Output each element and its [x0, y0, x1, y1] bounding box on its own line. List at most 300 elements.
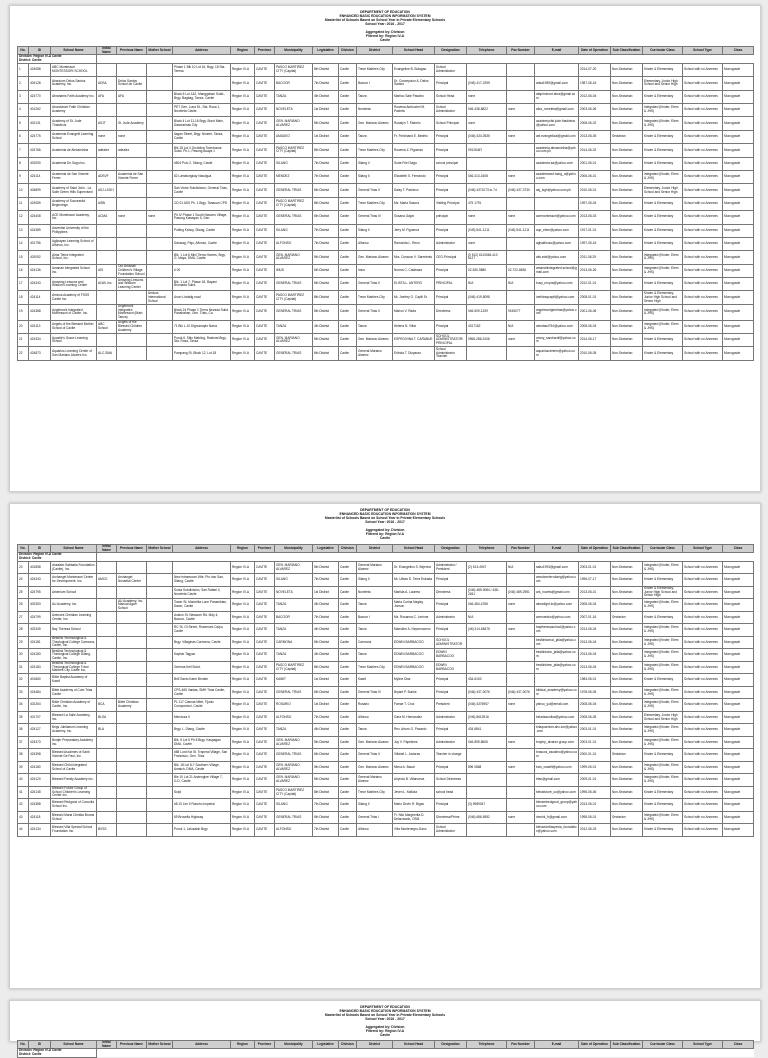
table-cell: Abundance Faith Christian Academy — [51, 103, 97, 116]
table-cell: Administrator — [435, 611, 467, 624]
table-cell: 22 — [18, 347, 29, 360]
table-cell: Cavite — [339, 749, 357, 762]
table-cell: School with no Annexes — [683, 774, 723, 787]
table-cell: St. Jude Academy — [117, 117, 147, 130]
table-cell: Monograde — [723, 674, 754, 687]
table-cell: Bible Academy of Cure Trias Cavite — [51, 686, 97, 699]
table-cell: Brotjer Preparatory Academy Inc. — [51, 736, 97, 749]
table-cell: Cavite — [339, 799, 357, 812]
table-cell: 71 Blk L-10 Dignumaplo Narra — [173, 320, 231, 333]
table-cell: CAVITE — [255, 184, 275, 197]
table-cell: Amazing Lessons and Wisdom Learning Center — [51, 278, 97, 291]
table-cell: Cavite — [339, 724, 357, 737]
table-cell: 8th District — [313, 661, 339, 674]
table-cell — [117, 237, 147, 250]
table-cell: 1st District — [313, 699, 339, 712]
table-cell: 2013-06-26 — [579, 264, 611, 277]
header-subline: Aggregated by: Division — [365, 528, 405, 532]
table-cell: Farrae T. Cruz — [393, 699, 435, 712]
table-cell: 28 — [18, 624, 29, 637]
table-cell: 2008-01-01 — [579, 291, 611, 304]
table-cell: (046) 489-2951 — [507, 586, 535, 599]
table-cell: 2013-06-01 — [579, 586, 611, 599]
table-cell: Villadel L. Jadoras — [393, 749, 435, 762]
table-cell: none — [507, 334, 535, 347]
table-cell: Silang II — [357, 799, 393, 812]
table-cell: Tanza — [357, 724, 393, 737]
column-header: Class — [723, 1041, 754, 1049]
table-cell: 424184 — [29, 661, 51, 674]
table-cell: Region IV-A — [231, 761, 255, 774]
table-cell: ASJ-LSGH — [97, 184, 117, 197]
table-cell: 7th District — [313, 611, 339, 624]
table-cell: School with no Annexes — [683, 661, 723, 674]
table-cell — [467, 574, 507, 587]
table-cell: Kinder & Elementary — [643, 197, 683, 210]
header-line: School Year: 2016 - 2017 — [365, 22, 405, 26]
table-cell: Rowena Z. Pigueras — [393, 144, 435, 157]
table-cell: Trece Martires City — [357, 661, 393, 674]
table-cell: (046) 417-2299 — [467, 77, 507, 90]
table-cell: CAVITE — [255, 157, 275, 170]
table-cell: Cavite — [339, 237, 357, 250]
table-cell: School with no Annexes — [683, 63, 723, 76]
table-cell: Helena N. Villar — [393, 320, 435, 333]
table-cell: Kinder & Elementary — [643, 90, 683, 103]
table-cell: SILANG — [275, 799, 313, 812]
table-cell: 7th District — [313, 157, 339, 170]
table-cell: 7th District — [313, 170, 339, 183]
table-cell: 424114 — [29, 170, 51, 183]
table-cell: CAVITE — [255, 320, 275, 333]
table-cell: School with no Annexes — [683, 224, 723, 237]
table-cell: Sonia Subdivision, San Rafael II, Noveleta Cavite — [173, 586, 231, 599]
table-cell: Trece Martires City — [357, 786, 393, 799]
table-cell: School with no Annexes — [683, 320, 723, 333]
table-cell — [97, 774, 117, 787]
table-cell: SCHOOL ADMINISTRATOR/ PRINCIPAL — [435, 334, 467, 347]
table-cell: Phase 1 Blk 10 Lot 16, Brgy. 18 Sta. Teresa — [173, 63, 231, 76]
table-cell: Region IV-A — [231, 811, 255, 824]
table-cell: School with no Annexes — [683, 749, 723, 762]
table-cell: Non-Sectarian — [611, 251, 643, 264]
column-header: Sub Classification — [611, 1041, 643, 1049]
table-cell: 4th District — [313, 724, 339, 737]
column-header: Region — [231, 545, 255, 553]
table-cell: Academy of Saint John - La Salle Green Hills Supervised — [51, 184, 97, 197]
column-header: No. — [18, 47, 29, 55]
table-cell: Region IV-A — [231, 184, 255, 197]
table-cell: none — [507, 599, 535, 612]
table-cell: Region IV-A — [231, 824, 255, 837]
table-cell: baytheresaschool@yahoo.com — [535, 624, 579, 637]
table-cell: Sectarian — [611, 749, 643, 762]
table-cell: 424795 — [29, 586, 51, 599]
table-cell: CAVITE — [255, 661, 275, 674]
group-label: Division: Region IV-A Cavite District: Cavite — [18, 55, 97, 63]
table-cell: General Mariano Alvarez — [357, 774, 393, 787]
table-cell: 9155077 — [507, 304, 535, 320]
table-cell: GENERAL TRIAS — [275, 304, 313, 320]
table-cell: Monograde — [723, 786, 754, 799]
table-cell: Region IV-A — [231, 90, 255, 103]
table-cell: CAVITE — [255, 130, 275, 143]
table-cell: Kinder & Elementary — [643, 824, 683, 837]
table-cell: 046-438-8822 — [467, 103, 507, 116]
column-header: School Head — [393, 47, 435, 55]
table-cell: 37 — [18, 736, 29, 749]
table-cell: ASJT — [97, 117, 117, 130]
table-cell: Region IV-A — [231, 624, 255, 637]
column-header: No. — [18, 545, 29, 553]
table-cell: Cavite — [339, 699, 357, 712]
table-cell: 424770 — [29, 90, 51, 103]
column-header: Municipality — [275, 47, 313, 55]
table-cell: School with no Annexes — [683, 636, 723, 649]
table-cell: Monograde — [723, 320, 754, 333]
table-cell: Mr. Joefrey O. Capili Sr. — [393, 291, 435, 304]
table-cell: 046-509-1339 — [467, 304, 507, 320]
table-cell — [97, 649, 117, 662]
table-row — [18, 278, 754, 291]
table-cell: Gara M. Hernandez — [393, 711, 435, 724]
table-cell: (046) 437-0730 — [507, 184, 535, 197]
table-cell: ACMA — [97, 211, 117, 224]
table-cell: Academia de San Vicente Ferrer — [51, 170, 97, 183]
table-cell: AMADEO — [275, 130, 313, 143]
table-cell: #8 10 Lim 5 Rancho Imperial — [173, 799, 231, 812]
table-cell — [147, 636, 173, 649]
report-header — [10, 504, 760, 540]
table-cell: EDWIN BARBACOO — [435, 661, 467, 674]
table-cell: Non-Sectarian — [611, 661, 643, 674]
table-cell: CAVITE — [255, 291, 275, 304]
table-cell: Non-Sectarian — [611, 90, 643, 103]
table-cell: Region IV-A — [231, 661, 255, 674]
table-cell: Susana Gajon — [393, 211, 435, 224]
table-cell: AU Academy, Inc. Manual Agan School — [117, 599, 147, 612]
table-cell: Cavite — [339, 649, 357, 662]
table-cell: MENDEZ — [275, 170, 313, 183]
table-cell: Trece Martires City — [357, 63, 393, 76]
header-subline: Cavite — [379, 1033, 391, 1037]
table-cell: 23 — [18, 561, 29, 574]
table-cell: 046-895-8606 — [467, 736, 507, 749]
table-cell: Daisy T. Pacheco — [393, 184, 435, 197]
header-line: ENHANCED BASIC EDUCATION INFORMATION SYSTEM — [339, 14, 431, 18]
table-cell: busy_mopra@yahoo.com — [535, 278, 579, 291]
table-cell: Non-Sectarian — [611, 144, 643, 157]
table-cell: Cavite — [339, 251, 357, 264]
table-cell: 1987-06-16 — [579, 77, 611, 90]
table-cell: bestlinktmc_jalia@yahoo.com — [535, 661, 579, 674]
table-cell: 424334 — [29, 334, 51, 347]
table-cell: GENERAL TRIAS — [275, 211, 313, 224]
column-header: Province — [255, 1041, 275, 1049]
table-cell: crisny_sarcbardf@yahoo.com — [535, 334, 579, 347]
table-cell: Region IV-A — [231, 291, 255, 304]
table-cell: (3) 5989047 — [467, 799, 507, 812]
table-cell: dmchk_fr@gmail.com — [535, 811, 579, 824]
table-cell: Tower St. Marcelita Lone Panambian, Dasm, Cavite — [173, 599, 231, 612]
table-cell: 18 — [18, 291, 29, 304]
table-cell: 2010-06-05 — [579, 347, 611, 360]
table-cell: Blessed Future Group of School Children's Learning Center Inc. — [51, 786, 97, 799]
table-cell: brascos_ascalmo@yahoo.com — [535, 749, 579, 762]
table-cell: Integrated (Kinder, Elem & JHS) — [643, 736, 683, 749]
table-cell: 13 — [18, 224, 29, 237]
table-header-row — [18, 545, 754, 553]
table-cell: Region IV-A — [231, 347, 255, 360]
table-cell: 2008-06-05 — [579, 711, 611, 724]
table-cell: Non-Sectarian — [611, 736, 643, 749]
table-cell: none — [507, 624, 535, 637]
table-row — [18, 611, 754, 624]
table-cell — [147, 197, 173, 210]
table-cell: Suria Friel Sagu — [393, 157, 435, 170]
table-cell: Cavite — [339, 786, 357, 799]
table-cell: Bestlink Technological & Theological College Trece Martires City Cavite Inc. — [51, 661, 97, 674]
table-cell: School Administrator — [435, 824, 467, 837]
table-cell: 1997-06-04 — [579, 197, 611, 210]
table-cell — [97, 103, 117, 116]
table-cell: aglsalfonso@yahoo.com — [535, 237, 579, 250]
table-cell: Teacher in charge — [435, 749, 467, 762]
table-cell: Monograde — [723, 624, 754, 637]
table-cell: none — [507, 699, 535, 712]
table-cell: School with no Annexes — [683, 184, 723, 197]
table-cell: 7th District — [313, 77, 339, 90]
column-header: Initial Name — [97, 47, 117, 55]
table-cell: 2010-06-01 — [579, 184, 611, 197]
table-cell: 424127 — [29, 724, 51, 737]
table-cell: Kinder & Elementary — [643, 224, 683, 237]
column-header: Previous Name — [117, 47, 147, 55]
table-cell: GENERAL TRIAS — [275, 347, 313, 360]
table-cell: Monograde — [723, 824, 754, 837]
table-cell: AMCD — [97, 574, 117, 587]
report-page-2 — [9, 503, 761, 989]
table-cell: Amanah Integrated School Inc. — [51, 264, 97, 277]
table-cell: Principal — [435, 170, 467, 183]
table-cell: Fr. Nilo Margherita D. Delarosario, OSM — [393, 811, 435, 824]
table-cell: Academia de San Vicente Ferrer — [117, 170, 147, 183]
table-cell: Trece Martires City — [357, 291, 393, 304]
table-cell — [507, 144, 535, 157]
table-row — [18, 224, 754, 237]
table-cell: Kinder & Elementary — [643, 674, 683, 687]
table-cell: Tanza — [357, 599, 393, 612]
table-cell: Region IV-A — [231, 711, 255, 724]
table-cell: (046) 434-0535 — [467, 130, 507, 143]
table-cell: CAVITE — [255, 736, 275, 749]
table-cell: Monograde — [723, 811, 754, 824]
table-cell: Cavite — [339, 811, 357, 824]
table-cell: 82 Lamalongkay Naudgua — [173, 170, 231, 183]
table-cell: 896 0868 — [467, 761, 507, 774]
table-cell: 424343 — [29, 278, 51, 291]
table-cell: 5th District — [313, 117, 339, 130]
table-cell: 6th District — [313, 184, 339, 197]
table-cell: Tanza — [357, 130, 393, 143]
table-cell: Monograde — [723, 224, 754, 237]
table-cell: Region IV-A — [231, 574, 255, 587]
column-header: Municipality — [275, 1041, 313, 1049]
column-header: Curricular Class — [643, 47, 683, 55]
table-cell: Non-Sectarian — [611, 304, 643, 320]
table-cell: CAVITE — [255, 117, 275, 130]
header-line: DEPARTMENT OF EDUCATION — [360, 1005, 410, 1009]
table-cell — [467, 749, 507, 762]
table-cell: 424775 — [29, 130, 51, 143]
table-cell: GENERAL TRIAS — [275, 686, 313, 699]
table-cell: Noveleta — [357, 103, 393, 116]
table-cell: Integrated (Kinder, Elem & JHS) — [643, 624, 683, 637]
table-cell: Elementary, Junior High School and Senior High — [643, 77, 683, 90]
table-cell: Silang II — [357, 170, 393, 183]
table-cell: Principal — [435, 130, 467, 143]
column-header: District — [357, 545, 393, 553]
table-cell — [147, 144, 173, 157]
table-cell: Blessed Redgood of Concolia School Inc. — [51, 799, 97, 812]
table-cell — [117, 674, 147, 687]
table-cell: adealex — [97, 144, 117, 157]
table-cell: Tanza — [357, 649, 393, 662]
table-cell: Monograde — [723, 237, 754, 250]
table-cell: 046-413-1608 — [467, 170, 507, 183]
table-cell — [117, 251, 147, 264]
table-cell: 10 — [18, 184, 29, 197]
table-cell: Cavite — [339, 117, 357, 130]
table-cell: 2008-06-04 — [579, 599, 611, 612]
table-cell: AFA — [97, 90, 117, 103]
table-cell: CAVITE — [255, 724, 275, 737]
table-cell: Cavite — [339, 586, 357, 599]
table-cell: CAVITE — [255, 686, 275, 699]
table-cell: CD 01 ASS Ph. 1 Brgy. Tanauan CPD — [173, 197, 231, 210]
table-cell: acemontessori@yahoo.com — [535, 211, 579, 224]
table-cell — [97, 624, 117, 637]
table-cell — [147, 237, 173, 250]
table-cell: Cavite — [339, 674, 357, 687]
table-cell: 424114 — [29, 291, 51, 304]
table-cell: 2013-06-04 — [579, 649, 611, 662]
table-cell: Bestlink Technological & Theological College Dilang, Cavite, Inc. — [51, 649, 97, 662]
table-cell: Bacoor I — [357, 77, 393, 90]
table-cell: School with no Annexes — [683, 251, 723, 264]
table-cell: AFA — [117, 90, 147, 103]
table-cell: 5th District — [313, 736, 339, 749]
table-cell — [117, 736, 147, 749]
table-cell: Block 24 Phase 1 Tierra Nevada Subd. Panabahan, Gen. Trias, Ca — [173, 304, 231, 320]
table-cell: Brigs Jubilaeum Learning Academy, Inc. — [51, 724, 97, 737]
header-subline: Aggregated by: Division — [365, 30, 405, 34]
table-cell: NOVELETA — [275, 586, 313, 599]
table-cell: amanahintegrated.school@gmail.com — [535, 264, 579, 277]
table-row — [18, 103, 754, 116]
table-cell: School with no Annexes — [683, 786, 723, 799]
table-cell — [147, 711, 173, 724]
table-cell: School with no Annexes — [683, 211, 723, 224]
table-cell: Non-Sectarian — [611, 237, 643, 250]
table-cell: 6th District — [313, 347, 339, 360]
table-cell — [97, 63, 117, 76]
table-cell: 475 1791 — [467, 197, 507, 210]
table-cell: Non-Sectarian — [611, 211, 643, 224]
table-cell: Monograde — [723, 599, 754, 612]
table-cell: Amicus International School — [147, 291, 173, 304]
table-cell: School with no Annexes — [683, 761, 723, 774]
table-cell: School with no Annexes — [683, 674, 723, 687]
table-cell: TANZA — [275, 320, 313, 333]
table-row — [18, 130, 754, 143]
table-cell: Non-Sectarian — [611, 674, 643, 687]
table-cell — [147, 624, 173, 637]
column-header: Designation — [435, 1041, 467, 1049]
table-cell: 434 6841 — [467, 724, 507, 737]
table-cell: 09126467 — [467, 144, 507, 157]
table-cell: PASCO MARTIREZ CITY (Capital) — [275, 661, 313, 674]
table-row — [18, 824, 754, 837]
table-cell: N/A — [467, 611, 507, 624]
table-cell: ASBI — [97, 197, 117, 210]
table-cell: 27 — [18, 611, 29, 624]
table-cell: BLA — [97, 724, 117, 737]
table-cell: Amicus Academy of FSSS Cavite Inc. — [51, 291, 97, 304]
table-cell: Region IV-A — [231, 786, 255, 799]
table-cell: Integrated (Kinder, Elem & JHS) — [643, 117, 683, 130]
table-cell: School with no Annexes — [683, 574, 723, 587]
table-cell: 2013-06-04 — [579, 624, 611, 637]
table-cell: TANZA — [275, 90, 313, 103]
table-row — [18, 211, 754, 224]
table-row — [18, 761, 754, 774]
header-line: Masterlist of Schools Based on School Year in Private Elementary Schools — [324, 516, 446, 520]
table-cell: Region IV-A — [231, 117, 255, 130]
table-row — [18, 291, 754, 304]
table-cell: Non-Sectarian — [611, 636, 643, 649]
table-cell: (046) 8613916 — [467, 711, 507, 724]
column-header: School Type — [683, 1041, 723, 1049]
table-cell: bestlinkdoc_jalia@yahoo.com — [535, 649, 579, 662]
table-cell: Cavite — [339, 334, 357, 347]
table-cell: none — [97, 130, 117, 143]
table-cell: 5th District — [313, 636, 339, 649]
table-cell: 424766 — [29, 144, 51, 157]
table-cell: 424408 — [29, 211, 51, 224]
table-cell: 39 — [18, 761, 29, 774]
table-header-row — [18, 1041, 754, 1049]
table-cell: Dr. Evangelino S. Bejerino — [393, 561, 435, 574]
table-cell: President — [435, 699, 467, 712]
table-cell: Blessed La Salle Academy, Inc. — [51, 711, 97, 724]
table-cell: Principal — [435, 799, 467, 812]
table-cell: Blessed Villa Special School Foundation Inc. — [51, 824, 97, 837]
table-cell: (046) 4376957 — [467, 699, 507, 712]
table-cell: 401262 — [29, 103, 51, 116]
table-cell: Region IV-A — [231, 334, 255, 347]
table-cell — [147, 103, 173, 116]
table-cell: Region IV-A — [231, 77, 255, 90]
table-cell: Pampang St. Block 12, Lot 18 — [173, 347, 231, 360]
table-cell: 424134 — [29, 824, 51, 837]
table-cell: school head — [435, 786, 467, 799]
column-header: Fax Number — [507, 545, 535, 553]
table-cell: GEN. MARIANO ALVAREZ — [275, 774, 313, 787]
column-header: Division — [339, 47, 357, 55]
table-cell: Administrator — [435, 736, 467, 749]
table-cell: 6th District — [313, 264, 339, 277]
